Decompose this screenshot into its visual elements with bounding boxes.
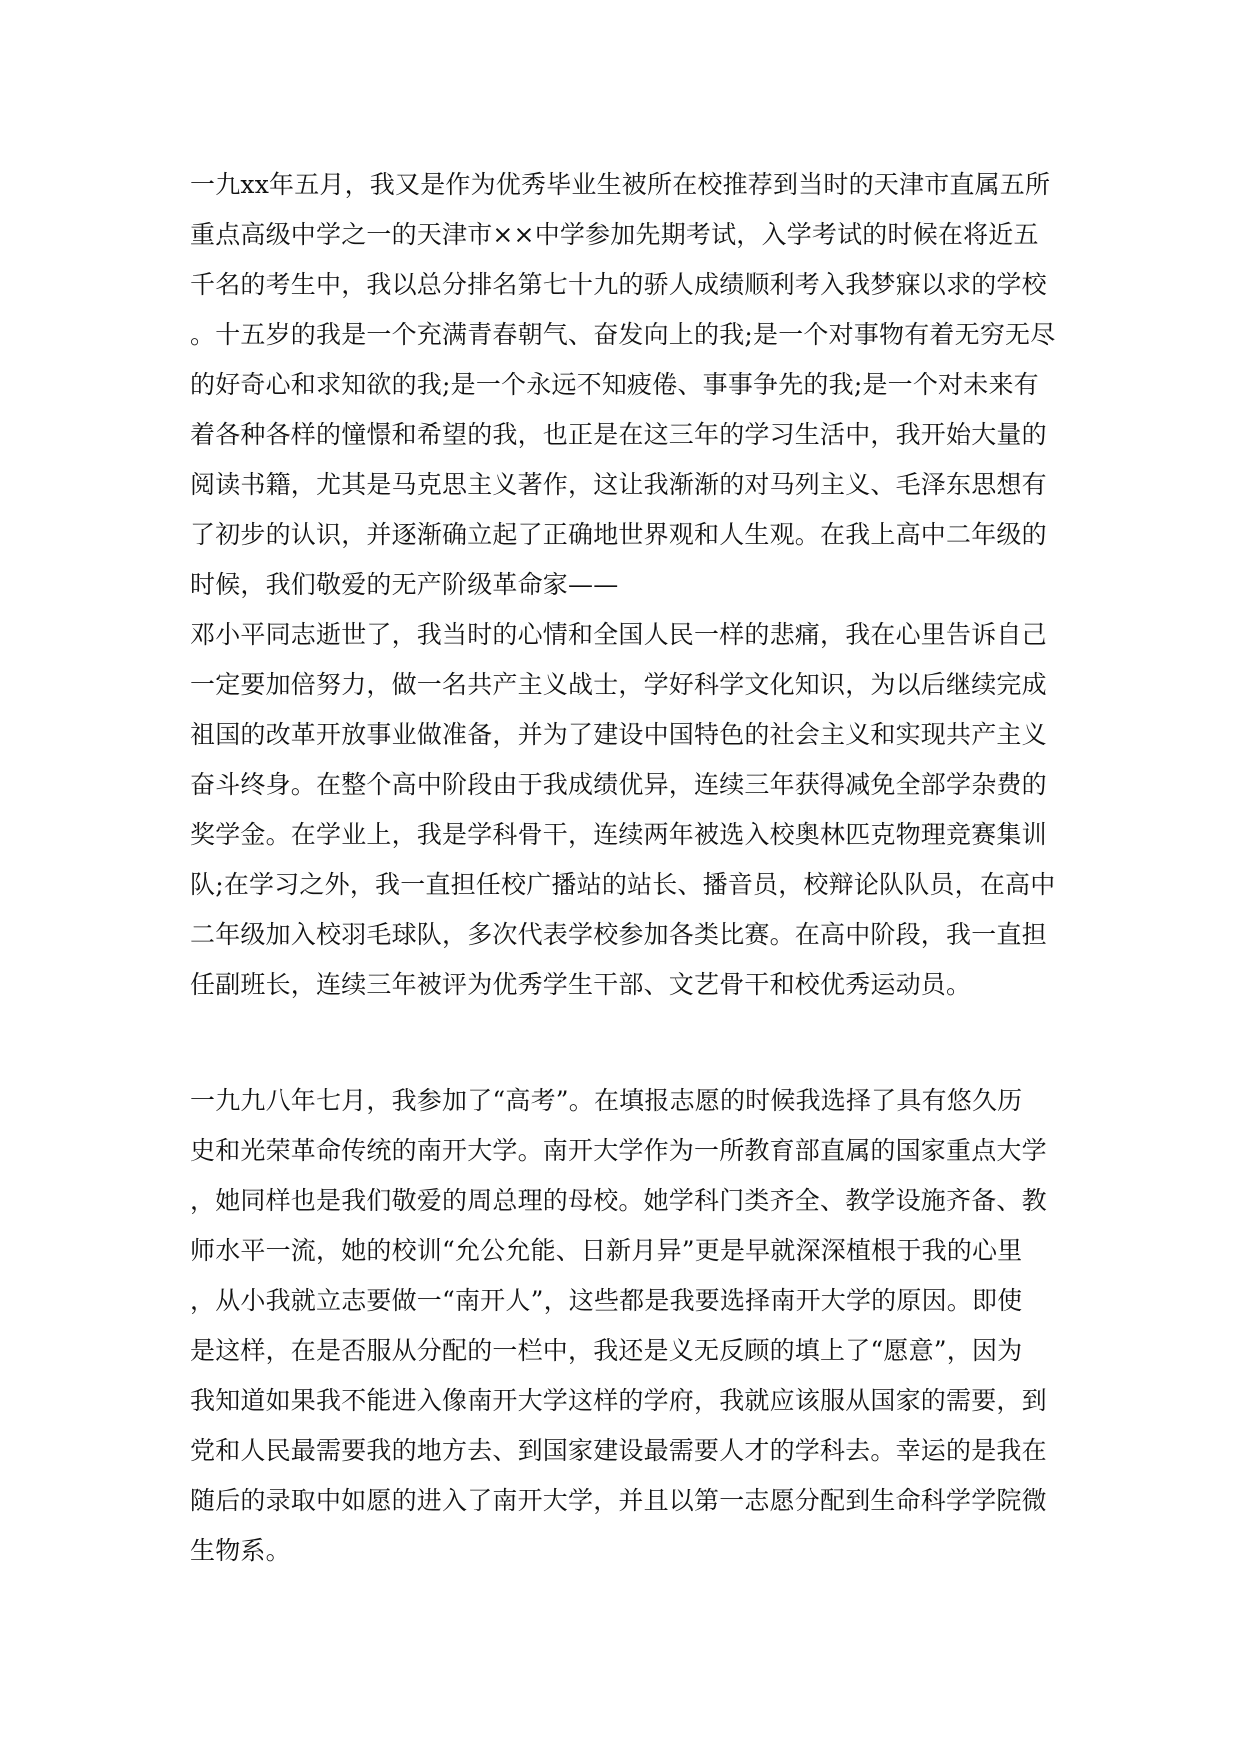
text-line: ，她同样也是我们敬爱的周总理的母校。她学科门类齐全、教学设施齐备、教 (190, 1186, 1047, 1215)
text-line: ，从小我就立志要做一“南开人”，这些都是我要选择南开大学的原因。即使 (190, 1286, 1023, 1315)
text-line: 史和光荣革命传统的南开大学。南开大学作为一所教育部直属的国家重点大学 (190, 1136, 1047, 1165)
text-line: 党和人民最需要我的地方去、到国家建设最需要人才的学科去。幸运的是我在 (190, 1436, 1047, 1465)
text-line: 任副班长，连续三年被评为优秀学生干部、文艺骨干和校优秀运动员。 (190, 970, 972, 999)
text-line: 一九九八年七月，我参加了“高考”。在填报志愿的时候我选择了具有悠久历 (190, 1086, 1023, 1115)
text-line: 着各种各样的憧憬和希望的我，也正是在这三年的学习生活中，我开始大量的 (190, 420, 1047, 449)
paragraph-high-school (190, 160, 1070, 1010)
text-line: 奋斗终身。在整个高中阶段由于我成绩优异，连续三年获得减免全部学杂费的 (190, 770, 1047, 799)
text-line: 了初步的认识，并逐渐确立起了正确地世界观和人生观。在我上高中二年级的 (190, 520, 1047, 549)
text-line: 队;在学习之外，我一直担任校广播站的站长、播音员，校辩论队队员，在高中 (190, 870, 1056, 899)
text-line: 阅读书籍，尤其是马克思主义著作，这让我渐渐的对马列主义、毛泽东思想有 (190, 470, 1047, 499)
text-line: 奖学金。在学业上，我是学科骨干，连续两年被选入校奥林匹克物理竞赛集训 (190, 820, 1047, 849)
text-line: 生物系。 (190, 1536, 291, 1565)
paragraph-university (190, 1076, 1070, 1576)
text-line: 师水平一流，她的校训“允公允能、日新月异”更是早就深深植根于我的心里 (190, 1236, 1023, 1265)
text-line: 随后的录取中如愿的进入了南开大学，并且以第一志愿分配到生命科学学院微 (190, 1486, 1047, 1515)
text-line: 重点高级中学之一的天津市××中学参加先期考试，入学考试的时候在将近五 (190, 220, 1039, 249)
text-line: 千名的考生中，我以总分排名第七十九的骄人成绩顺利考入我梦寐以求的学校 (190, 270, 1047, 299)
text-line: 祖国的改革开放事业做准备，并为了建设中国特色的社会主义和实现共产主义 (190, 720, 1047, 749)
text-line: 我知道如果我不能进入像南开大学这样的学府，我就应该服从国家的需要，到 (190, 1386, 1047, 1415)
text-line: 邓小平同志逝世了，我当时的心情和全国人民一样的悲痛，我在心里告诉自己 (190, 620, 1047, 649)
text-line: 的好奇心和求知欲的我;是一个永远不知疲倦、事事争先的我;是一个对未来有 (190, 370, 1039, 399)
text-line: 二年级加入校羽毛球队，多次代表学校参加各类比赛。在高中阶段，我一直担 (190, 920, 1047, 949)
text-line: 时候，我们敬爱的无产阶级革命家—— (190, 570, 619, 599)
text-line: 一九xx年五月，我又是作为优秀毕业生被所在校推荐到当时的天津市直属五所 (190, 170, 1051, 199)
text-line: 是这样，在是否服从分配的一栏中，我还是义无反顾的填上了“愿意”，因为 (190, 1336, 1023, 1365)
text-line: 一定要加倍努力，做一名共产主义战士，学好科学文化知识，为以后继续完成 (190, 670, 1047, 699)
text-line: 。十五岁的我是一个充满青春朝气、奋发向上的我;是一个对事物有着无穷无尽 (190, 320, 1056, 349)
